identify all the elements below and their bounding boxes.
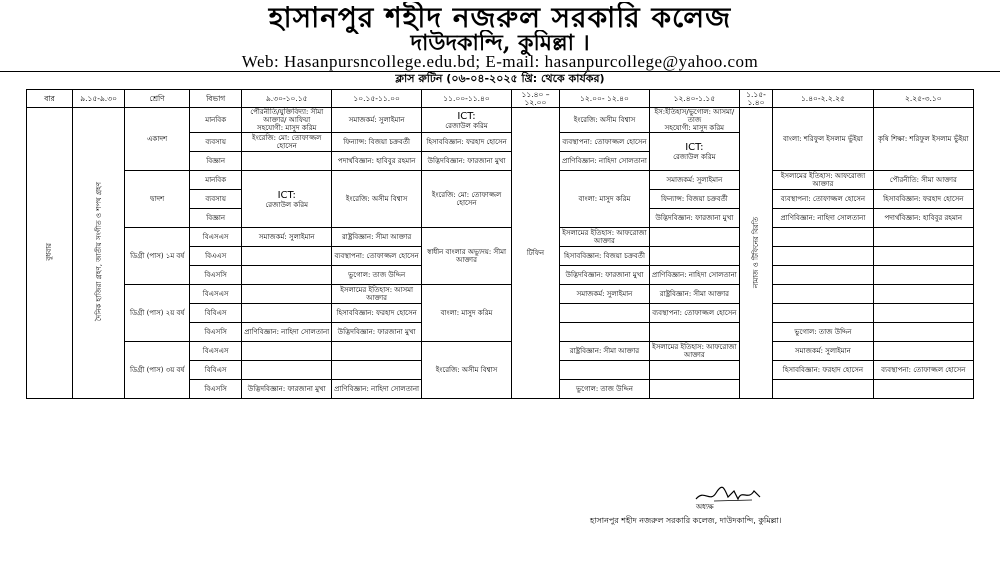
header-period-0: ৯.১৫-৯.৩০ xyxy=(72,90,124,108)
routine-cell: পৌরনীতি/যুক্তিবিদ্যা: সীমা আক্তার/ আফিয়া সহযোগী: মাসুদ করিম xyxy=(242,108,332,133)
routine-cell: ব্যবস্থাপনা: তোফাজ্জল হোসেন xyxy=(873,361,973,380)
table-row xyxy=(27,285,974,304)
class-cell-degree-1: ডিগ্রী (পাস) ১ম বর্ষ xyxy=(125,228,190,285)
routine-cell xyxy=(242,342,332,361)
routine-cell: ভুগোল: তাজ উদ্দিন xyxy=(560,380,650,399)
header-day: বার xyxy=(27,90,73,108)
routine-cell: ইসলামের ইতিহাস: আফরোজা আক্তার xyxy=(560,228,650,247)
routine-cell: হিসাববিজ্ঞান: বিজয়া চক্রবর্তী xyxy=(560,247,650,266)
web-email-line: Web: Hasanpursncollege.edu.bd; E-mail: hasanpurcollege@yahoo.com xyxy=(241,52,759,71)
dept-cell: ব্যবসায় xyxy=(190,190,242,209)
routine-cell: ব্যবস্থাপনা: তোফাজ্জল হোসেন xyxy=(560,133,650,152)
routine-cell xyxy=(649,361,739,380)
class-cell-degree-3: ডিগ্রী (পাস) ৩য় বর্ষ xyxy=(125,342,190,399)
routine-cell: প্রাণিবিজ্ঞান: নাহিদা সোলতানা xyxy=(560,152,650,171)
routine-cell: সমাজকর্ম: সুলাইমান xyxy=(332,108,422,133)
dept-cell: বিএসসি xyxy=(190,323,242,342)
routine-cell: ইংরেজি: অসীম বিশ্বাস xyxy=(422,342,512,399)
header-period-2: ১০.১৫-১১.০০ xyxy=(332,90,422,108)
routine-cell xyxy=(773,285,873,304)
dept-cell: বিএসএস xyxy=(190,228,242,247)
routine-cell: ভুগোল: তাজ উদ্দিন xyxy=(773,323,873,342)
class-cell-degree-2: ডিগ্রী (পাস) ২য় বর্ষ xyxy=(125,285,190,342)
dept-cell: মানবিক xyxy=(190,108,242,133)
routine-cell: উদ্ভিদবিজ্ঞান: ফারজানা মুখা xyxy=(560,266,650,285)
routine-cell xyxy=(773,304,873,323)
header-department: বিভাগ xyxy=(190,90,242,108)
routine-cell xyxy=(873,342,973,361)
routine-cell xyxy=(332,361,422,380)
routine-cell xyxy=(773,380,873,399)
routine-cell: ব্যবস্থাপনা: তোফাজ্জল হোসেন xyxy=(773,190,873,209)
dept-cell: বিজ্ঞান xyxy=(190,209,242,228)
header-class: শ্রেণি xyxy=(125,90,190,108)
class-cell-hsc2: দ্বাদশ xyxy=(125,171,190,228)
routine-cell: উদ্ভিদবিজ্ঞান: ফারজানা মুখা xyxy=(422,152,512,171)
routine-cell: হিসাববিজ্ঞান: ফরহাদ হোসেন xyxy=(422,133,512,152)
routine-cell: ইংরেজি: মো: তোফাজ্জল হোসেন xyxy=(422,171,512,228)
routine-cell xyxy=(242,266,332,285)
routine-cell xyxy=(873,323,973,342)
routine-cell: পৌরনীতি: সীমা আক্তার xyxy=(873,171,973,190)
routine-cell: ইসলামের ইতিহাস: আসমা আক্তার xyxy=(332,285,422,304)
routine-cell: প্রাণিবিজ্ঞান: নাহিদা সোলতানা xyxy=(332,380,422,399)
prayer-break-cell: নামাজ ও টিফিনের বিরতি xyxy=(739,108,772,399)
dept-cell: বিজ্ঞান xyxy=(190,152,242,171)
routine-cell: সমাজকর্ম: সুলাইমান xyxy=(649,171,739,190)
routine-cell xyxy=(649,228,739,247)
routine-cell: সমাজকর্ম: সুলাইমান xyxy=(773,342,873,361)
dept-cell: বিএসসি xyxy=(190,380,242,399)
routine-cell xyxy=(560,323,650,342)
class-cell-hsc1: একাদশ xyxy=(125,108,190,171)
routine-cell: ICT: রেজাউল করিম xyxy=(242,171,332,228)
dept-cell: বিএসএস xyxy=(190,285,242,304)
routine-cell: রাষ্ট্রবিজ্ঞান: সীমা আক্তার xyxy=(560,342,650,361)
routine-cell: ব্যবস্থাপনা: তোফাজ্জল হোসেন xyxy=(649,304,739,323)
header-period-4: ১১.৪০ – ১২.০০ xyxy=(511,90,559,108)
routine-cell xyxy=(242,285,332,304)
routine-cell: ইসলামের ইতিহাস: আফরোজা আক্তার xyxy=(773,171,873,190)
routine-cell xyxy=(560,304,650,323)
table-row xyxy=(27,228,974,247)
routine-cell xyxy=(873,380,973,399)
routine-cell: হিসাববিজ্ঞান: ফরহাদ হোসেন xyxy=(773,361,873,380)
routine-cell: সমাজকর্ম: সুলাইমান xyxy=(560,285,650,304)
table-row xyxy=(27,171,974,190)
routine-cell: প্রাণিবিজ্ঞান: নাহিদা সোলতানা xyxy=(649,266,739,285)
routine-cell: রাষ্ট্রবিজ্ঞান: সীমা আক্তার xyxy=(332,228,422,247)
routine-cell: উদ্ভিদবিজ্ঞান: ফারজানা মুখা xyxy=(649,209,739,228)
routine-cell xyxy=(873,266,973,285)
table-row xyxy=(27,108,974,133)
header-period-8: ১.৪০-২.২.২৫ xyxy=(773,90,873,108)
routine-cell xyxy=(773,247,873,266)
table-header-row xyxy=(27,90,974,108)
routine-cell xyxy=(873,228,973,247)
routine-cell: রাষ্ট্রবিজ্ঞান: সীমা আক্তার xyxy=(649,285,739,304)
college-location: দাউদকান্দি, কুমিল্লা । xyxy=(410,30,590,56)
routine-cell xyxy=(773,266,873,285)
routine-cell: ইস:ইতিহাস/ভুগোল: আসমা/তাজ সহযোগী: মাসুদ করিম xyxy=(649,108,739,133)
assembly-cell: দৈনিক হাজিরা গ্রহণ, জাতীয় সংগীত ও শপথ গ্রহণ xyxy=(72,108,124,399)
table-row xyxy=(27,342,974,361)
dept-cell: বিবিএস xyxy=(190,361,242,380)
header-period-9: ২.২৫-৩.১০ xyxy=(873,90,973,108)
routine-cell: উদ্ভিদবিজ্ঞান: ফারজানা মুখা xyxy=(332,323,422,342)
routine-cell: বাংলা: মাসুদ করিম xyxy=(560,171,650,228)
routine-cell xyxy=(242,361,332,380)
routine-cell xyxy=(332,342,422,361)
principal-signature xyxy=(694,485,764,505)
class-routine-table xyxy=(26,89,974,399)
routine-cell: ফিন্যান্স: বিজয়া চক্রবর্তী xyxy=(332,133,422,152)
routine-cell: প্রাণিবিজ্ঞান: নাহিদা সোলতানা xyxy=(242,323,332,342)
routine-cell xyxy=(873,285,973,304)
routine-cell: হিসাববিজ্ঞান: ফরহাদ হোসেন xyxy=(873,190,973,209)
routine-cell xyxy=(649,380,739,399)
routine-cell: ব্যবস্থাপনা: তোফাজ্জল হোসেন xyxy=(332,247,422,266)
header-period-5: ১২.০০- ১২.৪০ xyxy=(560,90,650,108)
dept-cell: বিএসএস xyxy=(190,342,242,361)
dept-cell: ব্যবসায় xyxy=(190,133,242,152)
routine-cell xyxy=(242,152,332,171)
dept-cell: বিএএস xyxy=(190,247,242,266)
routine-cell: প্রাণিবিজ্ঞান: নাহিদা সোলতানা xyxy=(773,209,873,228)
routine-cell: ফিন্যান্স: বিজয়া চক্রবর্তী xyxy=(649,190,739,209)
routine-cell: ভুগোল: তাজ উদ্দিন xyxy=(332,266,422,285)
dept-cell: মানবিক xyxy=(190,171,242,190)
routine-cell: স্বাধীন বাংলার অভ্যুদয়: সীমা আক্তার xyxy=(422,228,512,285)
principal-address: হাসানপুর শহীদ নজরুল সরকারি কলেজ, দাউদকান্দি, কুমিল্লা। xyxy=(590,516,782,525)
principal-designation: অধ্যক্ষ xyxy=(696,503,714,511)
routine-cell: ইসলামের ইতিহাস: আফরোজা আক্তার xyxy=(649,342,739,361)
header-period-3: ১১.০০-১১.৪০ xyxy=(422,90,512,108)
routine-cell: উদ্ভিদবিজ্ঞান: ফারজানা মুখা xyxy=(242,380,332,399)
routine-cell: কৃষি শিক্ষা: শরিফুল ইসলাম ভুঁইয়া xyxy=(873,108,973,171)
tiffin-cell: টিফিন xyxy=(511,108,559,399)
routine-cell: ICT: রেজাউল করিম xyxy=(422,108,512,133)
routine-cell: বাংলা: মাসুদ করিম xyxy=(422,285,512,342)
routine-cell xyxy=(242,304,332,323)
header-period-6: ১২.৪০-১.১৫ xyxy=(649,90,739,108)
routine-title: ক্লাস রুটিন (০৬-০৪-২০২৫ খ্রি: থেকে কার্যকর) xyxy=(395,72,605,85)
header-period-7: ১.১৫- ১.৪০ xyxy=(739,90,772,108)
routine-cell xyxy=(649,247,739,266)
routine-cell: পদার্থবিজ্ঞান: হাবিবুর রহমান xyxy=(873,209,973,228)
routine-cell xyxy=(773,228,873,247)
day-cell: বুধবার xyxy=(27,108,73,399)
routine-cell: হিসাববিজ্ঞান: ফরহাদ হোসেন xyxy=(332,304,422,323)
routine-cell: পদার্থবিজ্ঞান: হাবিবুর রহমান xyxy=(332,152,422,171)
routine-cell: ইংরেজি: অসীম বিশ্বাস xyxy=(332,171,422,228)
header-period-1: ৯.৩০-১০.১৫ xyxy=(242,90,332,108)
routine-cell: ইংরেজি: অসীম বিশ্বাস xyxy=(560,108,650,133)
routine-cell xyxy=(873,247,973,266)
routine-cell xyxy=(560,361,650,380)
routine-cell xyxy=(873,304,973,323)
routine-cell: ইংরেজি: মো: তোফাজ্জল হোসেন xyxy=(242,133,332,152)
dept-cell: বিএসসি xyxy=(190,266,242,285)
college-name: হাসানপুর শহীদ নজরুল সরকারি কলেজ xyxy=(268,2,732,34)
routine-cell: সমাজকর্ম: সুলাইমান xyxy=(242,228,332,247)
routine-cell: বাংলা: শরিফুল ইসলাম ভুঁইয়া xyxy=(773,108,873,171)
routine-cell: ICT: রেজাউল করিম xyxy=(649,133,739,171)
dept-cell: বিবিএস xyxy=(190,304,242,323)
routine-cell xyxy=(649,323,739,342)
routine-cell xyxy=(242,247,332,266)
